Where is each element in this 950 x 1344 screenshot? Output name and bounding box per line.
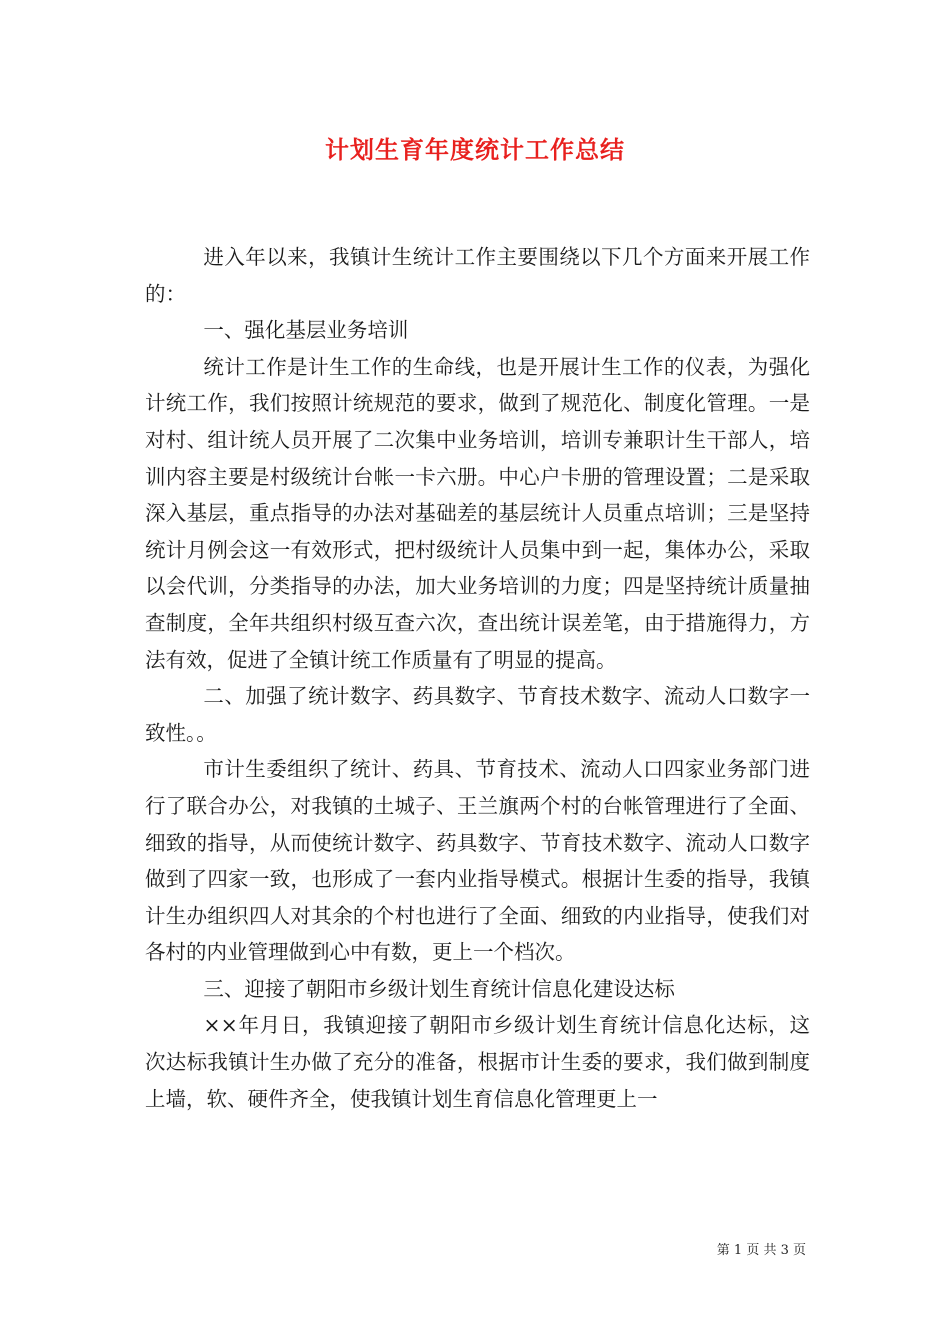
document-body: [145, 239, 810, 1117]
paragraph: 统计工作是计生工作的生命线，也是开展计生工作的仪表，为强化计统工作，我们按照计统规范的要求，做到了规范化、制度化管理。一是对村、组计统人员开展了二次集中业务培训，培训专兼职计生干部人，培训内容主要是村级统计台帐一卡六册。中心户卡册的管理设置；二是采取深入基层，重点指导的办法对基础差的基层统计人员重点培训；三是坚持统计月例会这一有效形式，把村级统计人员集中到一起，集体办公，采取以会代训，分类指导的办法，加大业务培训的力度；四是坚持统计质量抽查制度，全年共组织村级互查六次，查出统计误差笔，由于措施得力，方法有效，促进了全镇计统工作质量有了明显的提高。: [145, 354, 810, 672]
page-title: 计划生育年度统计工作总结: [325, 135, 625, 164]
section-heading: 三、迎接了朝阳市乡级计划生育统计信息化建设达标: [203, 976, 675, 1001]
page-number: 第 1 页 共 3 页: [716, 1243, 806, 1258]
paragraph: 市计生委组织了统计、药具、节育技术、流动人口四家业务部门进行了联合办公，对我镇的土城子、王兰旗两个村的台帐管理进行了全面、细致的指导，从而使统计数字、药具数字、节育技术数字、流动人口数字做到了四家一致，也形成了一套内业指导模式。根据计生委的指导，我镇计生办组织四人对其余的个村也进行了全面、细致的内业指导，使我们对各村的内业管理做到心中有数，更上一个档次。: [145, 757, 810, 965]
paragraph: 进入年以来，我镇计生统计工作主要围绕以下几个方面来开展工作的：: [145, 245, 810, 306]
section-heading: 一、强化基层业务培训: [203, 318, 409, 343]
section-heading: 二、加强了统计数字、药具数字、节育技术数字、流动人口数字一致性。。: [145, 684, 810, 745]
paragraph: ××年月日，我镇迎接了朝阳市乡级计划生育统计信息化达标，这次达标我镇计生办做了充分的准备，根据市计生委的要求，我们做到制度上墙，软、硬件齐全，使我镇计划生育信息化管理更上一: [145, 1013, 810, 1111]
